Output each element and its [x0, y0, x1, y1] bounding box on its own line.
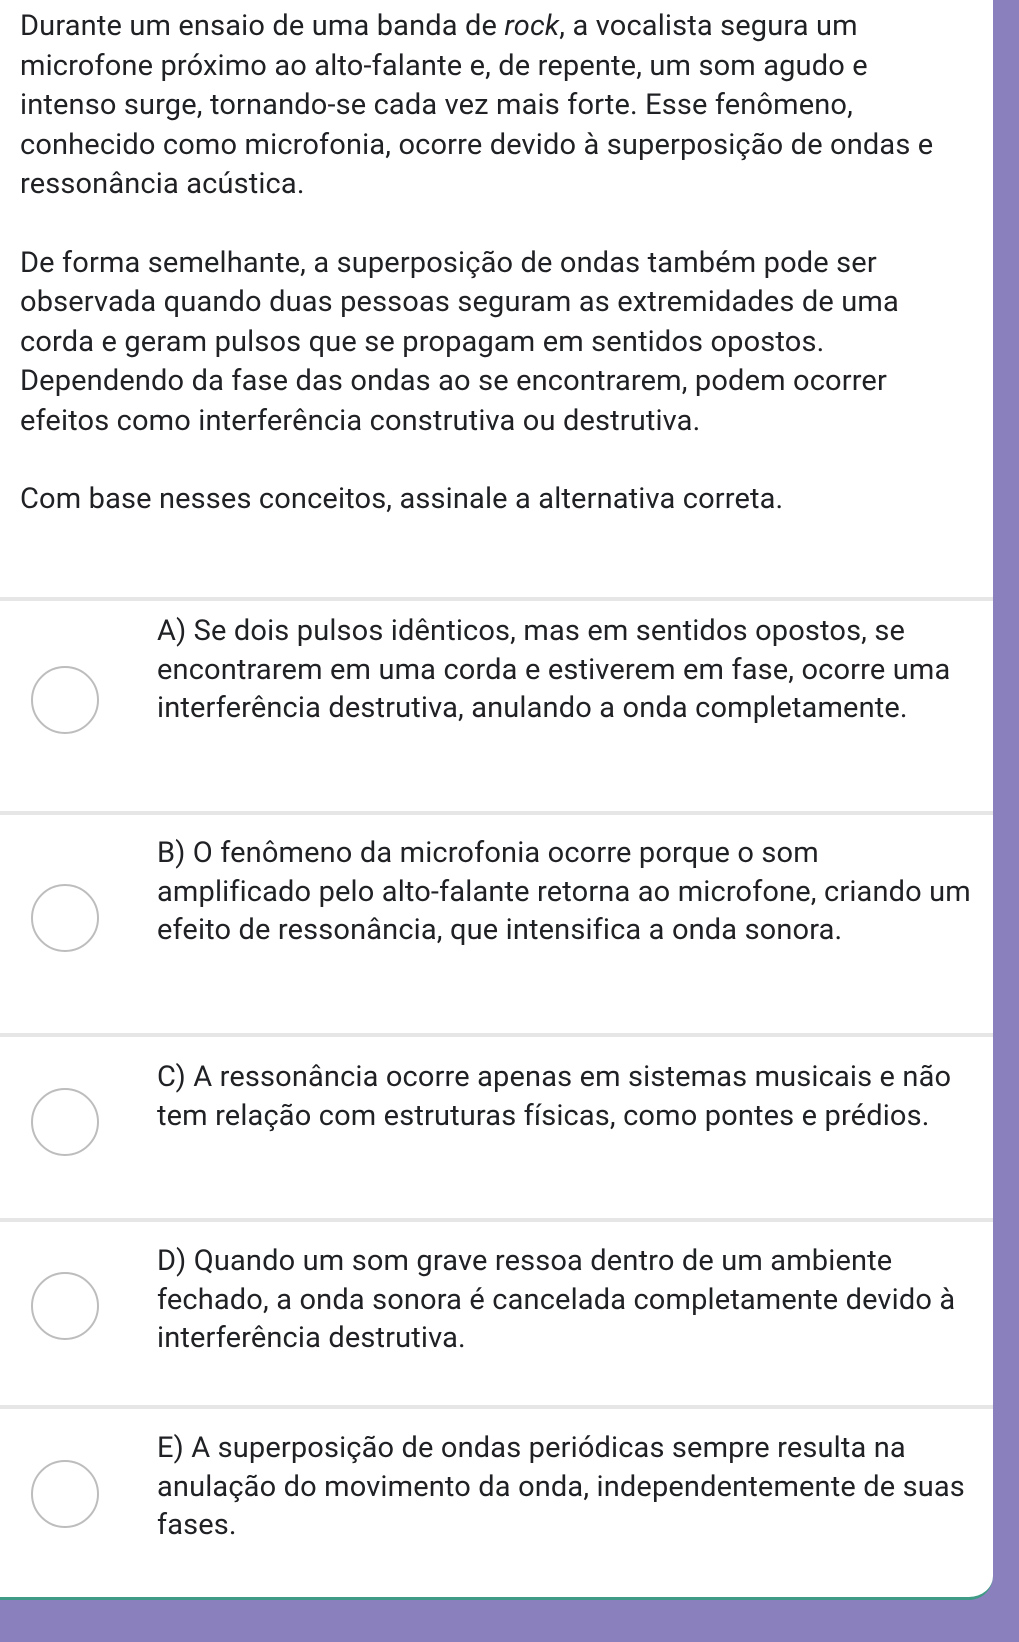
- option-c[interactable]: [0, 1033, 993, 1218]
- radio-button-b[interactable]: [31, 884, 99, 952]
- option-a-text: A) Se dois pulsos idênticos, mas em sentidos opostos, se encontrarem em uma corda e estiverem em fase, ocorre uma interferência destrutiva, anulando a onda completamente.: [157, 614, 951, 725]
- option-d-text: D) Quando um som grave ressoa dentro de um ambiente fechado, a onda sonora é cancelada completamente devido à interferência destrutiva.: [157, 1244, 956, 1355]
- question-text: [0, 0, 993, 520]
- radio-button-e[interactable]: [31, 1460, 99, 1528]
- option-d[interactable]: [0, 1218, 993, 1405]
- question-prompt: Com base nesses conceitos, assinale a alternativa correta.: [20, 482, 784, 516]
- option-c-text: C) A ressonância ocorre apenas em sistemas musicais e não tem relação com estruturas físicas, como pontes e prédios.: [157, 1060, 952, 1133]
- question-paragraph-1: Durante um ensaio de uma banda de rock, a vocalista segura um microfone próximo ao alto-falante e, de repente, um som agudo e intenso surge, tornando-se cada vez mais forte. Esse fenômeno, conhecido como microfonia, ocorre devido à superposição de ondas e ressonância acústica.: [20, 9, 934, 201]
- answer-options: [0, 597, 993, 1595]
- option-e[interactable]: [0, 1405, 993, 1595]
- radio-button-a[interactable]: [31, 666, 99, 734]
- radio-button-d[interactable]: [31, 1272, 99, 1340]
- question-paragraph-2: De forma semelhante, a superposição de ondas também pode ser observada quando duas pessoas seguram as extremidades de uma corda e geram pulsos que se propagam em sentidos opostos. Dependendo da fase das ondas ao se encontrarem, podem ocorrer efeitos como interferência construtiva ou destrutiva.: [20, 245, 899, 438]
- option-b-text: B) O fenômeno da microfonia ocorre porque o som amplificado pelo alto-falante retorna ao microfone, criando um efeito de ressonância, que intensifica a onda sonora.: [157, 836, 971, 947]
- radio-button-c[interactable]: [31, 1088, 99, 1156]
- option-e-text: E) A superposição de ondas periódicas sempre resulta na anulação do movimento da onda, independentemente de suas fases.: [157, 1431, 965, 1542]
- option-a[interactable]: [0, 597, 993, 811]
- italic-word: rock: [504, 9, 560, 43]
- option-b[interactable]: [0, 811, 993, 1033]
